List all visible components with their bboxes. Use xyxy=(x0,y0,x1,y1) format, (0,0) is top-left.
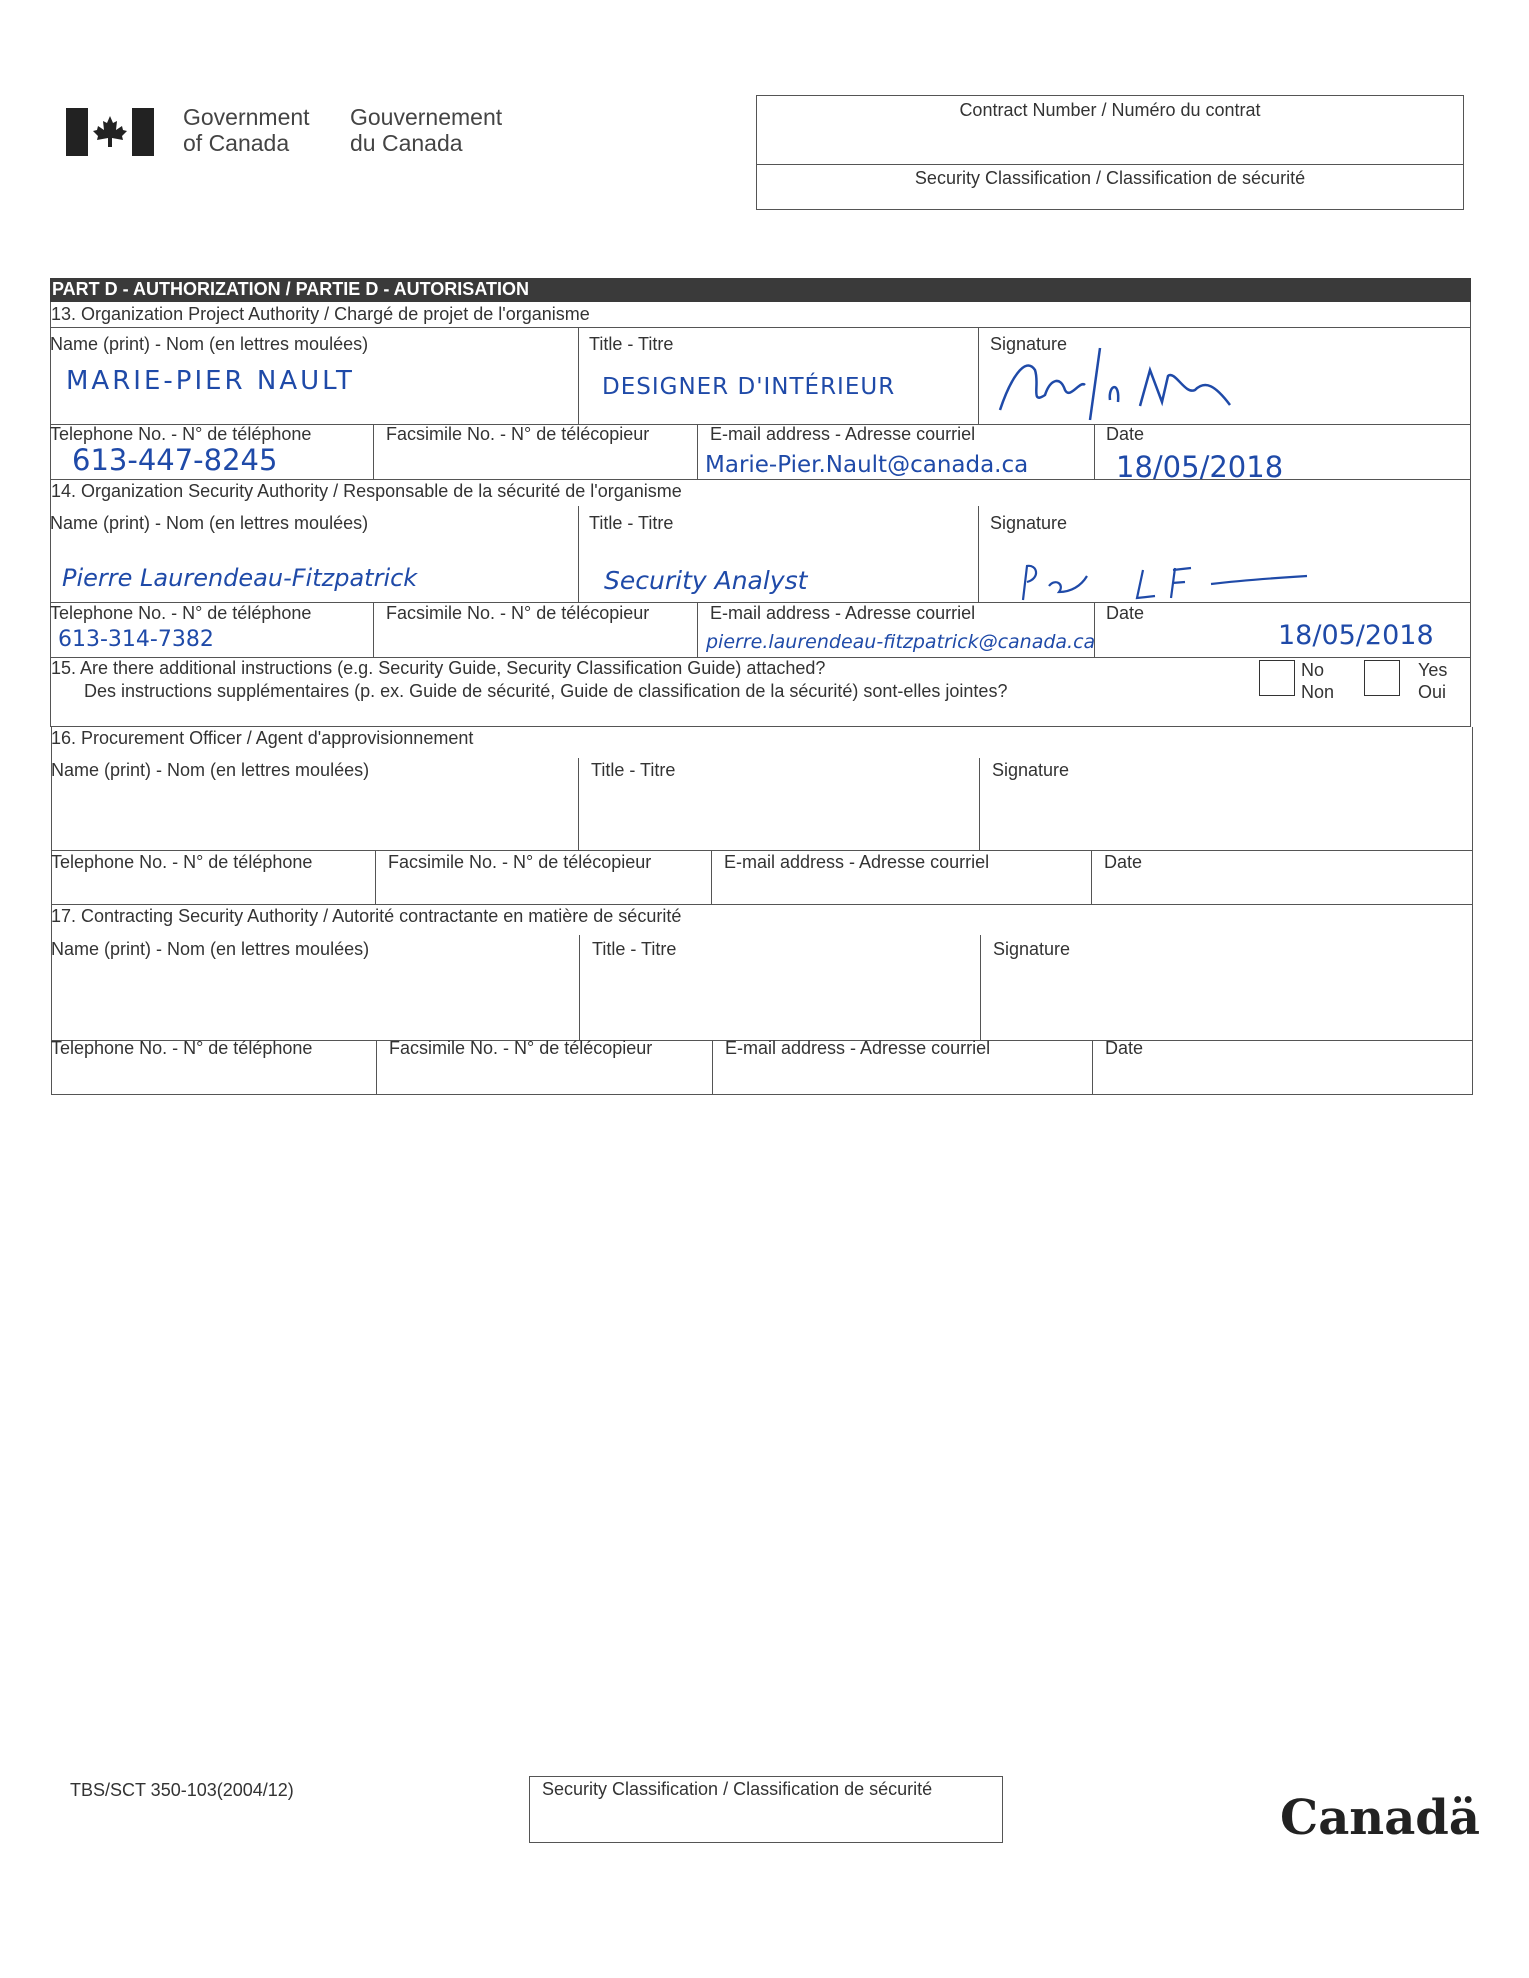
s13-col-divider-1 xyxy=(578,327,579,424)
government-name-fr xyxy=(350,104,502,156)
gov-fr-line1: Gouvernement xyxy=(350,104,503,130)
s13-name-value: MARIE-PIER NAULT xyxy=(66,366,355,396)
s15-yes-checkbox[interactable] xyxy=(1364,660,1400,696)
maple-leaf-icon xyxy=(92,114,128,150)
contract-number-label: Contract Number / Numéro du contrat xyxy=(959,100,1261,120)
s15-yes-fr: Oui xyxy=(1418,682,1447,702)
security-classification-label-top: Security Classification / Classification de sécurité xyxy=(914,168,1306,188)
contract-box-divider xyxy=(757,164,1463,165)
s17-col-divider-1 xyxy=(579,935,580,1040)
s15-no-label xyxy=(1301,659,1334,703)
form-id: TBS/SCT 350-103(2004/12) xyxy=(70,1780,294,1800)
s14-row2-divider-2 xyxy=(697,602,698,657)
s17-row2-divider-1 xyxy=(376,1040,377,1095)
s17-signature-label: Signature xyxy=(993,939,1071,959)
s17-telephone-label: Telephone No. - N° de téléphone xyxy=(51,1038,313,1058)
s14-title-label: Title - Titre xyxy=(589,513,674,533)
s17-date-label: Date xyxy=(1105,1038,1144,1058)
contract-number-box xyxy=(756,95,1464,210)
government-name-en xyxy=(183,104,310,156)
s16-title-label: Title - Titre xyxy=(591,760,676,780)
gov-en-line2: of Canada xyxy=(183,130,290,156)
s13-telephone-value: 613-447-8245 xyxy=(72,443,278,477)
section-16-heading: 16. Procurement Officer / Agent d'approvisionnement xyxy=(51,728,474,748)
s16-signature-label: Signature xyxy=(992,760,1070,780)
part-d-title: PART D - AUTHORIZATION / PARTIE D - AUTORISATION xyxy=(52,279,529,299)
gov-fr-line2: du Canada xyxy=(350,130,463,156)
s14-email-label: E-mail address - Adresse courriel xyxy=(710,603,976,623)
s13-rule-top xyxy=(50,327,1471,328)
s13-col-divider-2 xyxy=(978,327,979,424)
canada-wordmark: Canadä xyxy=(1280,1790,1480,1846)
s17-facsimile-label: Facsimile No. - N° de télécopieur xyxy=(389,1038,653,1058)
s14-date-value: 18/05/2018 xyxy=(1278,620,1434,651)
s14-telephone-value: 613-314-7382 xyxy=(58,627,214,652)
s17-col-divider-2 xyxy=(980,935,981,1040)
s16-col-divider-2 xyxy=(979,758,980,850)
section-14-heading: 14. Organization Security Authority / Responsable de la sécurité de l'organisme xyxy=(51,481,682,501)
s15-no-checkbox[interactable] xyxy=(1259,660,1295,696)
s14-telephone-label: Telephone No. - N° de téléphone xyxy=(50,603,312,623)
s13-facsimile-label: Facsimile No. - N° de télécopieur xyxy=(386,424,650,444)
s13-telephone-label: Telephone No. - N° de téléphone xyxy=(50,424,312,444)
s14-title-value: Security Analyst xyxy=(604,566,808,595)
s17-row2-divider-3 xyxy=(1092,1040,1093,1095)
s13-row2-divider-3 xyxy=(1094,424,1095,479)
s15-yes-label xyxy=(1418,659,1447,703)
s13-title-value: DESIGNER D'INTÉRIEUR xyxy=(602,374,896,400)
s14-signature-label: Signature xyxy=(990,513,1068,533)
s16-facsimile-label: Facsimile No. - N° de télécopieur xyxy=(388,852,652,872)
s14-row2-divider-1 xyxy=(373,602,374,657)
s13-name-label: Name (print) - Nom (en lettres moulées) xyxy=(50,334,369,354)
s13-signature-label: Signature xyxy=(990,334,1068,354)
flag-bar-left xyxy=(66,108,88,156)
s14-col-divider-2 xyxy=(978,506,979,602)
s16-row2-divider-2 xyxy=(711,850,712,904)
s14-rule-top xyxy=(50,479,1471,480)
footer-security-classification-box xyxy=(529,1776,1003,1843)
government-logo xyxy=(66,108,154,156)
s13-handwritten-signature xyxy=(990,340,1250,422)
s13-date-value: 18/05/2018 xyxy=(1116,450,1284,484)
s17-email-label: E-mail address - Adresse courriel xyxy=(725,1038,991,1058)
s13-email-value: Marie-Pier.Nault@canada.ca xyxy=(705,452,1029,478)
s14-name-label: Name (print) - Nom (en lettres moulées) xyxy=(50,513,369,533)
s16-date-label: Date xyxy=(1104,852,1143,872)
section-17-heading: 17. Contracting Security Authority / Autorité contractante en matière de sécurité xyxy=(51,906,682,926)
section-15-question-fr: Des instructions supplémentaires (p. ex. Guide de sécurité, Guide de classification de la sécurité) sont-elles jointes? xyxy=(84,681,1008,701)
s16-row2-divider-3 xyxy=(1091,850,1092,904)
flag-bar-right xyxy=(132,108,154,156)
s14-name-value: Pierre Laurendeau-Fitzpatrick xyxy=(62,564,418,592)
s16-name-label: Name (print) - Nom (en lettres moulées) xyxy=(51,760,370,780)
s16-email-label: E-mail address - Adresse courriel xyxy=(724,852,990,872)
section-15-question-en: 15. Are there additional instructions (e.g. Security Guide, Security Classification Guide) attached? xyxy=(51,658,826,678)
s14-col-divider-1 xyxy=(578,506,579,602)
s16-telephone-label: Telephone No. - N° de téléphone xyxy=(51,852,313,872)
s14-email-value: pierre.laurendeau-fitzpatrick@canada.ca xyxy=(706,631,1096,653)
s14-handwritten-signature xyxy=(1015,556,1315,606)
s13-row2-divider-1 xyxy=(373,424,374,479)
s16-col-divider-1 xyxy=(578,758,579,850)
s13-title-label: Title - Titre xyxy=(589,334,674,354)
s16-rule-mid xyxy=(51,850,1473,851)
s13-date-label: Date xyxy=(1106,424,1145,444)
s17-row2-divider-2 xyxy=(712,1040,713,1095)
s17-rule-top xyxy=(51,904,1473,905)
s13-row2-divider-2 xyxy=(697,424,698,479)
s17-title-label: Title - Titre xyxy=(592,939,677,959)
s16-row2-divider-1 xyxy=(375,850,376,904)
s15-no-fr: Non xyxy=(1301,682,1335,702)
s14-date-label: Date xyxy=(1106,603,1145,623)
gov-en-line1: Government xyxy=(183,104,310,130)
s13-email-label: E-mail address - Adresse courriel xyxy=(710,424,976,444)
part-d-banner xyxy=(50,278,1471,302)
s14-facsimile-label: Facsimile No. - N° de télécopieur xyxy=(386,603,650,623)
s15-no-en: No xyxy=(1301,660,1325,680)
s17-name-label: Name (print) - Nom (en lettres moulées) xyxy=(51,939,370,959)
footer-security-classification-label: Security Classification / Classification de sécurité xyxy=(542,1779,933,1799)
section-13-heading: 13. Organization Project Authority / Chargé de projet de l'organisme xyxy=(51,304,590,324)
s15-yes-en: Yes xyxy=(1418,660,1448,680)
